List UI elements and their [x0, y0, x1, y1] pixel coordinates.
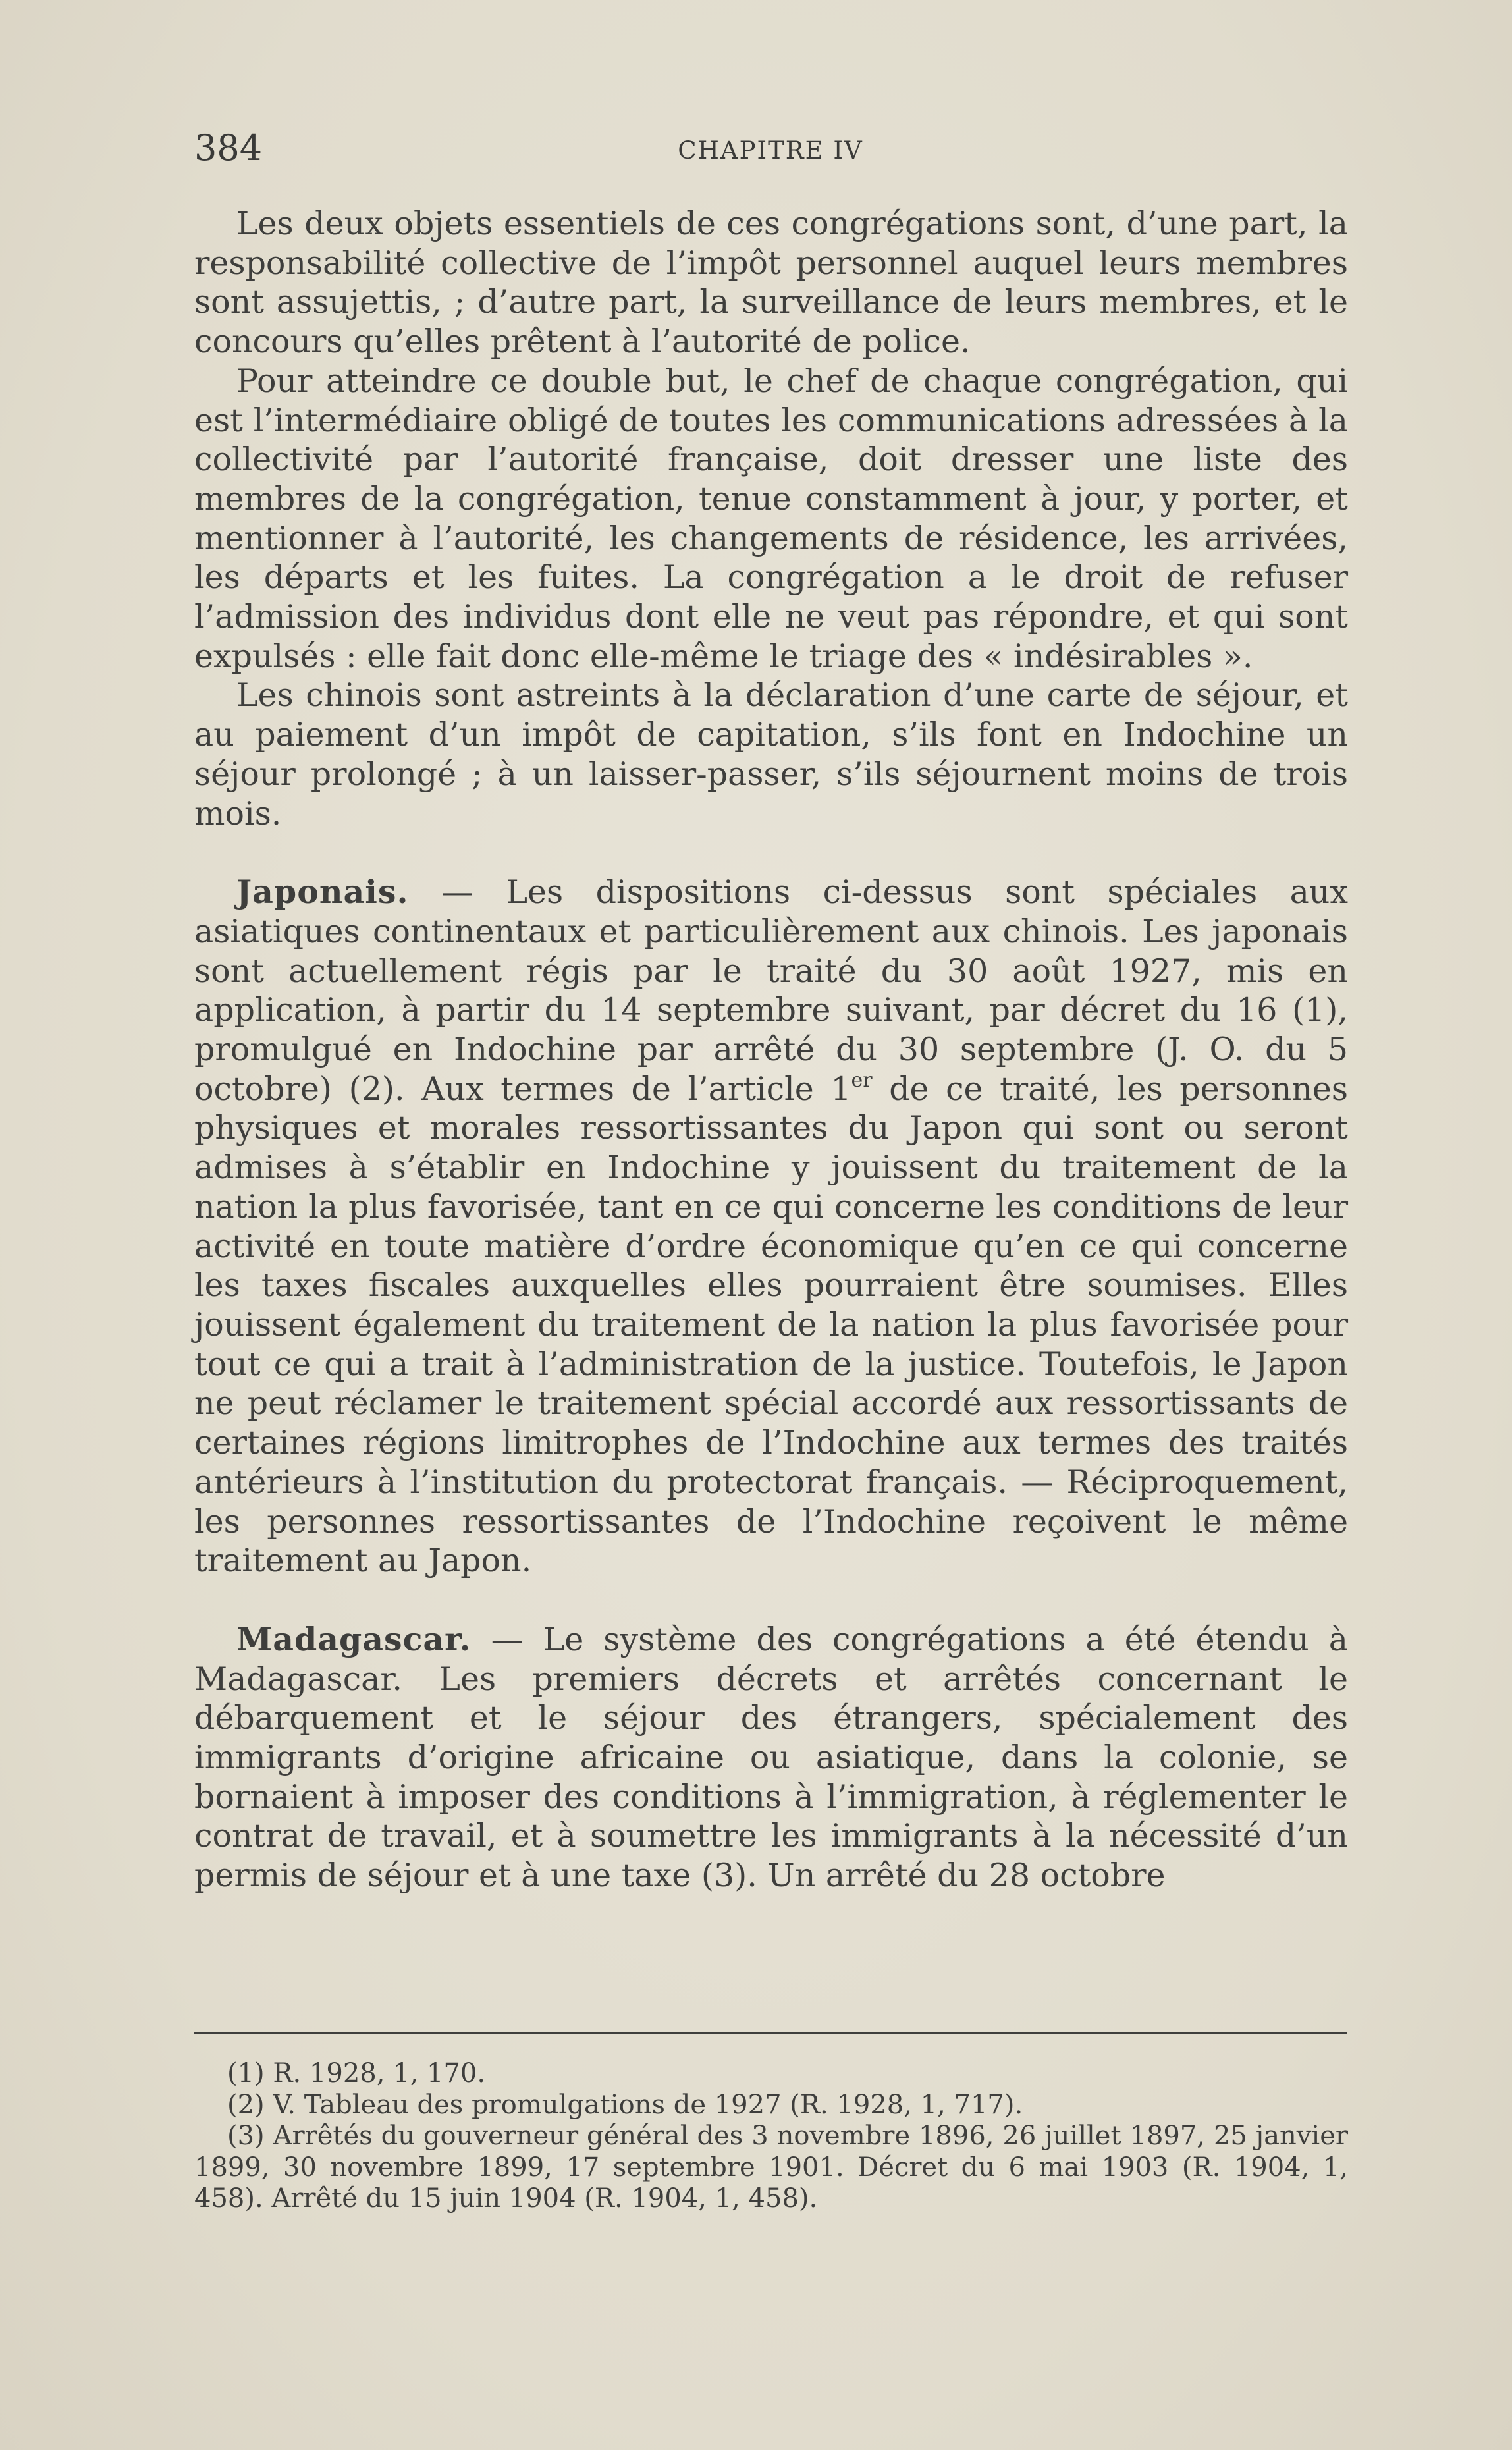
- section-heading-japonais: Japonais.: [236, 873, 409, 912]
- heading-dash: —: [408, 873, 506, 912]
- superscript-er: er: [851, 1068, 873, 1092]
- japonais-text-part-b: de ce traité, les personnes physiques et morales ressortissantes du Japon qui sont ou seront admises à s’établir en Indochine y jouissent du traitement de la nation la plus favorisée, tant en ce qui concerne les conditions de leur activité en toute matière d’ordre économique qu’en ce qui concerne les taxes fiscales auxquelles elles pourraient être soumises. Elles jouissent également du traitement de la nation la plus favorisée pour tout ce qui a trait à l’administration de la justice. Toutefois, le Japon ne peut réclamer le traitement spécial accordé aux ressortissants de certaines régions limitrophes de l’Indochine aux termes des traités antérieurs à l’institution du protectorat français. — Réciproquement, les personnes ressortissantes de l’Indochine reçoivent le même traitement au Japon.: [194, 1070, 1348, 1580]
- heading-dash: —: [471, 1620, 543, 1658]
- paragraph-congregation-chief: Pour atteindre ce double but, le chef de chaque congrégation, qui est l’intermédiaire obligé de toutes les communications adressées à la collectivité par l’autorité française, doit dresser une liste des membres de la congrégation, tenue constamment à jour, y porter, et mentionner à l’autorité, les changements de résidence, les arrivées, les départs et les fuites. La congrégation a le droit de refuser l’admission des individus dont elle ne veut pas répondre, et qui sont expulsés : elle fait donc elle-même le triage des « indésirables ».: [194, 362, 1348, 675]
- paragraph-chinois: Les chinois sont astreints à la déclaration d’une carte de séjour, et au paiement d’un impôt de capitation, s’ils font en Indochine un séjour prolongé ; à un laisser-passer, s’ils séjournent moins de trois mois.: [194, 676, 1348, 832]
- madagascar-text: Le système des congrégations a été étendu à Madagascar. Les premiers décrets et arrêtés concernant le débarquement et le séjour des étrangers, spécialement des immigrants d’origine africaine ou asiatique, dans la colonie, se bornaient à imposer des conditions à l’immigration, à réglementer le contrat de travail, et à soumettre les immigrants à la nécessité d’un permis de séjour et à une taxe (3). Un arrêté du 28 octobre: [194, 1620, 1348, 1895]
- japonais-text-part-a: Les dispositions ci-dessus sont spéciales aux asiatiques continentaux et particulièrement aux chinois. Les japonais sont actuellement régis par le traité du 30 août 1927, mis en application, à partir du 14 septembre suivant, par décret du 16 (1), promulgué en Indochine par arrêté du 30 septembre (J. O. du 5 octobre) (2). Aux termes de l’article 1: [194, 873, 1348, 1108]
- section-heading-madagascar: Madagascar.: [236, 1620, 472, 1658]
- section-japonais: [194, 873, 1348, 1581]
- footnote-2: (2) V. Tableau des promulgations de 1927 (R. 1928, 1, 717).: [227, 2089, 1023, 2120]
- footnote-1: (1) R. 1928, 1, 170.: [227, 2058, 486, 2088]
- main-text: [194, 204, 1348, 1895]
- footnotes: [194, 2058, 1348, 2215]
- footnote-3: (3) Arrêtés du gouverneur général des 3 novembre 1896, 26 juillet 1897, 25 janvier 1899, 30 novembre 1899, 17 septembre 1901. Décret du 6 mai 1903 (R. 1904, 1, 458). Arrêté du 15 juin 1904 (R. 1904, 1, 458).: [194, 2121, 1348, 2214]
- footnote-separator: [194, 2032, 1347, 2034]
- section-madagascar: [194, 1620, 1348, 1895]
- running-title: CHAPITRE IV: [678, 136, 863, 165]
- page-header: [194, 124, 1347, 183]
- page-number: 384: [194, 127, 263, 169]
- paragraph-congregations-objects: Les deux objets essentiels de ces congrégations sont, d’une part, la responsabilité collective de l’impôt personnel auquel leurs membres sont assujettis, ; d’autre part, la surveillance de leurs membres, et le concours qu’elles prêtent à l’autorité de police.: [194, 205, 1348, 361]
